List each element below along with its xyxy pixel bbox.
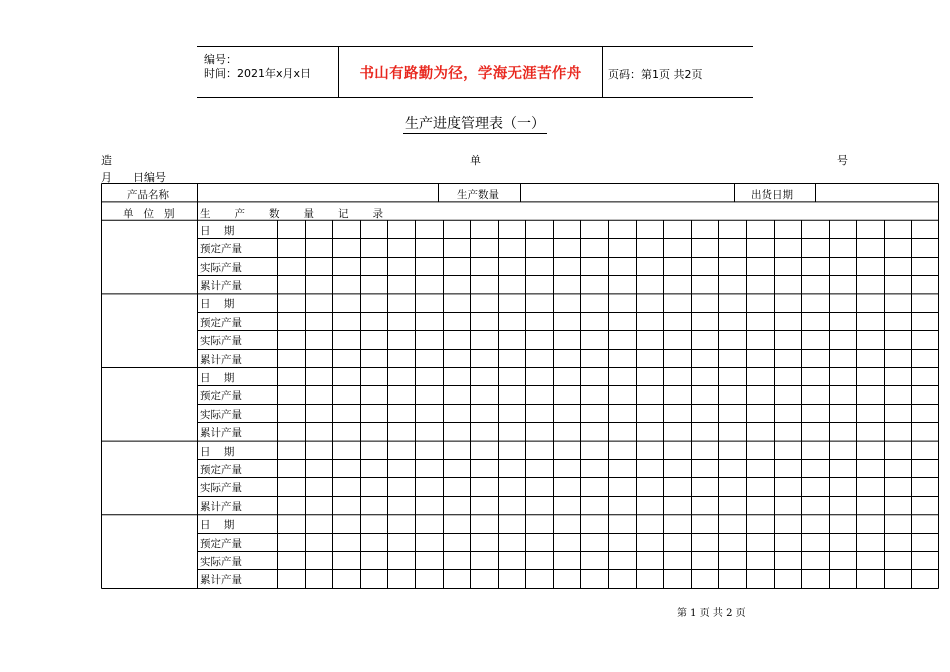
row-label: 预定产量 [200,390,242,403]
row-label: 日 期 [200,519,235,532]
row-label: 日 期 [200,445,235,458]
page-info: 页码：第1页 共2页 [608,68,703,81]
document-title-text: 生产进度管理表（一） [405,116,545,132]
row-label: 日 期 [200,224,235,237]
production-table [101,183,939,589]
row-label: 累计产量 [200,280,242,292]
row-label: 预定产量 [200,537,242,550]
header-box [197,46,753,98]
row-label: 实际产量 [200,408,242,421]
row-label: 日 期 [200,372,235,384]
row-label: 预定产量 [200,464,242,476]
page-footer: 第 1 页 共 2 页 [677,608,746,619]
row-label: 预定产量 [200,316,242,329]
product-name-label: 产品名称 [127,189,169,201]
row-label: 累计产量 [200,427,242,440]
row-label: 实际产量 [200,556,242,568]
number-label: 编号： [204,53,237,66]
row-label: 累计产量 [200,353,242,366]
row-label: 实际产量 [200,482,242,495]
record-label: 生产数量记录 [200,208,407,220]
document-title [0,113,950,133]
time-label: 时间：2021年x月x日 [204,67,312,80]
unit-label: 单位别 [123,208,185,220]
quantity-label: 生产数量 [457,189,499,201]
row-label: 累计产量 [200,574,242,587]
meta-dan: 单 [470,154,481,167]
row-label: 日 期 [200,298,235,311]
meta-yue-ri: 月 日编号 [101,171,166,184]
meta-hao: 号 [837,154,848,167]
ship-date-label: 出货日期 [751,189,793,201]
row-label: 实际产量 [200,261,242,274]
row-label: 实际产量 [200,335,242,348]
slogan: 书山有路勤为径，学海无涯苦作舟 [338,47,603,97]
meta-zao: 造 [101,154,112,167]
row-label: 预定产量 [200,243,242,256]
row-label: 累计产量 [200,500,242,513]
header-left [197,47,338,97]
